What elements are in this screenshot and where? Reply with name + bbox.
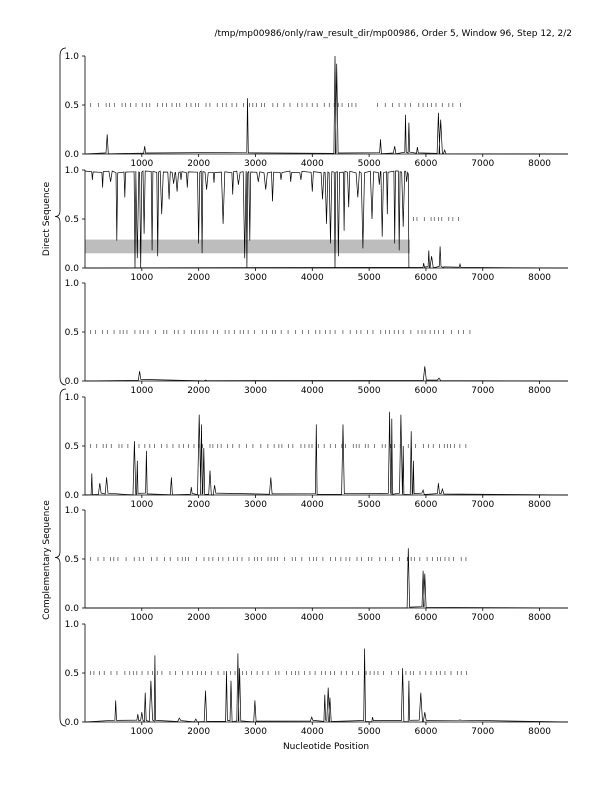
x-tick-label: 8000 — [528, 727, 552, 737]
x-tick-label: 2000 — [187, 273, 211, 283]
x-tick-label: 3000 — [244, 273, 267, 283]
shaded-band — [85, 240, 410, 254]
y-tick-label: 0.5 — [64, 328, 79, 338]
x-tick-label: 4000 — [300, 500, 324, 510]
header-text: /tmp/mp00986/only/raw_result_dir/mp00986, Order 5, Window 96, Step 12, 2/2 — [214, 29, 572, 39]
y-tick-label: 0.0 — [64, 604, 79, 614]
x-tick-label: 4000 — [300, 727, 324, 737]
group-label-complementary: Complementary Sequence — [42, 500, 52, 620]
y-tick-label: 1.0 — [64, 506, 79, 516]
x-tick-label: 8000 — [528, 500, 552, 510]
chart-panel — [65, 620, 568, 737]
y-tick-label: 0.5 — [64, 555, 79, 565]
y-tick-label: 0.5 — [64, 669, 79, 679]
y-tick-label: 0.5 — [64, 101, 79, 111]
y-tick-label: 0.0 — [64, 150, 79, 160]
x-tick-label: 2000 — [187, 727, 211, 737]
y-tick-label: 1.0 — [64, 52, 79, 62]
x-tick-label: 8000 — [528, 386, 552, 396]
chart-panel — [65, 52, 568, 169]
x-tick-label: 3000 — [244, 159, 267, 169]
x-tick-label: 1000 — [130, 613, 154, 623]
x-tick-label: 5000 — [357, 386, 381, 396]
x-tick-label: 5000 — [357, 727, 381, 737]
x-tick-label: 7000 — [471, 727, 495, 737]
x-axis-label: Nucleotide Position — [282, 742, 370, 752]
x-tick-label: 5000 — [357, 613, 381, 623]
x-tick-label: 5000 — [357, 159, 381, 169]
y-tick-label: 1.0 — [64, 393, 79, 403]
x-tick-label: 6000 — [414, 273, 438, 283]
y-tick-label: 0.5 — [64, 442, 79, 452]
x-tick-label: 4000 — [300, 386, 324, 396]
y-tick-label: 1.0 — [64, 166, 79, 176]
y-tick-label: 1.0 — [64, 279, 79, 289]
x-tick-label: 4000 — [300, 273, 324, 283]
chart-panel — [65, 506, 568, 623]
x-tick-label: 3000 — [244, 500, 267, 510]
x-tick-label: 7000 — [471, 500, 495, 510]
x-tick-label: 6000 — [414, 159, 438, 169]
series-line — [85, 412, 568, 495]
x-tick-label: 6000 — [414, 386, 438, 396]
x-tick-label: 7000 — [471, 613, 495, 623]
x-tick-label: 3000 — [244, 613, 267, 623]
x-tick-label: 6000 — [414, 613, 438, 623]
x-tick-label: 7000 — [471, 386, 495, 396]
x-tick-label: 6000 — [414, 500, 438, 510]
y-tick-label: 1.0 — [64, 620, 79, 630]
group-label-direct: Direct Sequence — [42, 181, 52, 257]
x-tick-label: 8000 — [528, 613, 552, 623]
chart-panel — [65, 393, 568, 510]
x-tick-label: 8000 — [528, 273, 552, 283]
x-tick-label: 1000 — [130, 273, 154, 283]
series-line — [85, 366, 568, 381]
x-tick-label: 2000 — [187, 386, 211, 396]
x-tick-label: 2000 — [187, 500, 211, 510]
y-tick-label: 0.0 — [64, 491, 79, 501]
x-tick-label: 7000 — [471, 159, 495, 169]
series-line — [85, 548, 568, 608]
x-tick-label: 3000 — [244, 727, 267, 737]
x-tick-label: 1000 — [130, 386, 154, 396]
chart-panel — [65, 166, 568, 283]
x-tick-label: 2000 — [187, 613, 211, 623]
x-tick-label: 6000 — [414, 727, 438, 737]
x-tick-label: 1000 — [130, 727, 154, 737]
series-line — [85, 649, 568, 723]
y-tick-label: 0.0 — [64, 718, 79, 728]
y-tick-label: 0.0 — [64, 377, 79, 387]
x-tick-label: 4000 — [300, 159, 324, 169]
x-tick-label: 4000 — [300, 613, 324, 623]
y-tick-label: 0.5 — [64, 215, 79, 225]
x-tick-label: 8000 — [528, 159, 552, 169]
chart-panel — [65, 279, 568, 396]
x-tick-label: 1000 — [130, 500, 154, 510]
y-tick-label: 0.0 — [64, 264, 79, 274]
x-tick-label: 5000 — [357, 273, 381, 283]
panels — [55, 48, 568, 737]
x-tick-label: 7000 — [471, 273, 495, 283]
x-tick-label: 2000 — [187, 159, 211, 169]
x-tick-label: 3000 — [244, 386, 267, 396]
series-line — [85, 171, 409, 268]
x-tick-label: 1000 — [130, 159, 154, 169]
x-tick-label: 5000 — [357, 500, 381, 510]
